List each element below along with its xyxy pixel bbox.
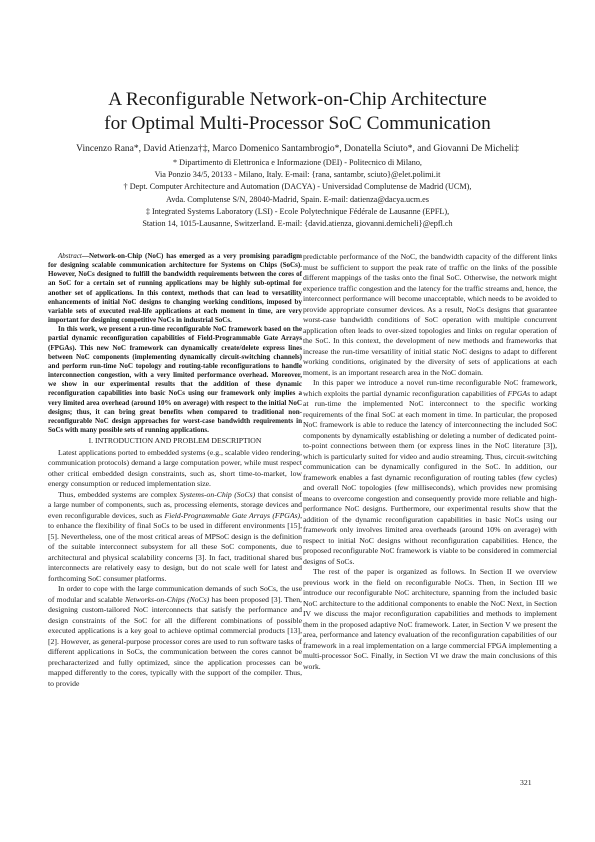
body-paragraph [48, 490, 302, 585]
emphasis-text: Systems-on-Chip (SoCs) [179, 489, 256, 499]
paper-title [40, 88, 555, 136]
affiliation-line: Avda. Complutense S/N, 28040-Madrid, Spain. E-mail: datienza@dacya.ucm.es [166, 194, 429, 204]
emphasis-text: Networks-on-Chips (NoCs) [124, 594, 210, 604]
affiliation-line: ‡ Integrated Systems Laboratory (LSI) - Ecole Polytechnique Fédérale de Lausanne (EPFL), [145, 206, 450, 216]
section-heading: I. INTRODUCTION AND PROBLEM DESCRIPTION [88, 436, 262, 446]
body-paragraph: The rest of the paper is organized as follows. In Section II we overview previous work in the field on reconfigurable NoCs. Then, in Section III we introduce our reconfigurable NoC architecture, spanning from the included basic NoC architecture to the additional components to enable the NoC Next, in Section IV we discuss the major reconfiguration capabilities and methods to implement them in the proposed adaptive NoC framework. Later, in Section V we present the area, performance and latency evaluation of the reconfiguration capabilities of our framework in a real implementation on a large commercial FPGA implementing a multi-processor SoC. Finally, in Section VI we draw the main conclusions of this work. [303, 567, 557, 671]
title-line-1: A Reconfigurable Network-on-Chip Architecture [108, 89, 487, 110]
body-text: , to enhance the flexibility of final SoCs to be used in different environments [15], [5]. Nevertheless, one of the most critical areas of MPSoC design is the definition of the suitable interconnect subsystem for all these SoC components, due to architectural and physical scalability concerns [3]. In fact, traditional shared bus interconnects are relatively easy to design, but do not scale well for latest and forthcoming SoC consumer platforms. [48, 510, 302, 583]
author-list: Vincenzo Rana*, David Atienza†‡, Marco Domenico Santambrogio*, Donatella Sciuto*, and Giovanni De Micheli‡ [76, 144, 519, 154]
body-text: Thus, embedded systems are complex [58, 489, 180, 499]
abstract-paragraph-2: In this work, we present a run-time reconfigurable NoC framework based on the partial dynamic reconfiguration capabilities of Field-Programmable Gate Arrays (FPGAs). This new NoC framework can dynamically create/delete express lines between NoC components (implementing dynamically circuit-switching channels) and perform run-time NoC topology and routing-table reconfigurations to handle interconnection congestion, with a very limited performance overhead. Moreover, we show in our experimental results that the addition of these dynamic reconfiguration capabilities into basic NoCs using our framework only implies a very limited area overhead (around 10% on average) with respect to the initial NoC designs; thus, it can bring great benefits when compared to traditional non-reconfigurable NoC design approaches for worst-case bandwidth requirements in SoCs with many possible sets of running applications. [48, 325, 302, 434]
affiliation-line: Via Ponzio 34/5, 20133 - Milano, Italy. E-mail: {rana, santambr, sciuto}@elet.polimi.it [154, 170, 441, 180]
title-line-2: for Optimal Multi-Processor SoC Communication [104, 113, 491, 134]
body-paragraph: Latest applications ported to embedded systems (e.g., scalable video rendering, communication protocols) demand a large computation power, while must respect other critical embedded design constraints, such as, short time-to-market, low energy consumption or reduced implementation size. [48, 447, 302, 489]
emphasis-text: Field-Programmable Gate Arrays (FPGAs) [164, 510, 301, 520]
body-text: has been proposed [3]. Then, designing custom-tailored NoC interconnects that satisfy the performance and design constraints of the SoC for all the different combinations of possible executed applications is a key goal to achieve optimal commercial products [13], [2]. However, as general-purpose processor cores are used to run software tasks of different applications in SoCs, the communication between the cores cannot be precharacterized and fully optimized, since the application processes can be mapped differently to the cores, typically with the support of the compiler. Thus, to provide [48, 594, 302, 688]
body-paragraph [303, 378, 557, 567]
body-text: to adapt at run-time the implemented NoC interconnect to the specific working requirements of the final SoC at each moment in time. In particular, the proposed NoC framework is able to reduce the latency of interconnecting the included SoC components by dynamically establishing or deleting a number of dedicated point-to-point connections between them (or express lines in the NoC literature [3]), which is particularly suited for video and audio streaming. Thus, circuit-switching communication can be dynamically configured in the SoC. In addition, our framework enables a fast dynamic reconfiguration of routing tables (few cycles) and overall NoC topologies (few milliseconds), which provides new promising means to overcome congestion and consequently provide more reliable and high-performance NoC designs. Furthermore, our experimental results show that the addition of the dynamic reconfiguration capabilities in basic NoCs using our framework only involves limited area overheads (around 10% on average) with respect to initial NoC designs without reconfiguration capabilities. Hence, the proposed reconfigurable NoC framework is viable to be considered in commercial designs of SoCs. [303, 388, 557, 566]
right-column [303, 252, 557, 672]
emphasis-text: FPGAs [507, 388, 531, 398]
affiliation-line: † Dept. Computer Architecture and Automation (DACYA) - Universidad Complutense de Madrid (UCM), [123, 182, 472, 192]
body-paragraph [48, 584, 302, 689]
page-number: 321 [520, 778, 532, 787]
body-text: that consist of a large number of components, such as, processing elements, storage devices and even reconfigurable devices, such as [48, 489, 302, 520]
affiliation-line: * Dipartimento di Elettronica e Informazione (DEI) - Politecnico di Milano, [173, 158, 422, 167]
abstract-dash: — [81, 252, 89, 260]
affiliations [40, 157, 555, 230]
abstract-paragraph-1 [48, 252, 302, 325]
abstract-label: Abstract [58, 252, 82, 260]
body-text: In this paper we introduce a novel run-time reconfigurable NoC framework, which exploits the partial dynamic reconfiguration capabilities of [303, 378, 557, 398]
affiliation-line: Station 14, 1015-Lausanne, Switzerland. E-mail: {david.atienza, giovanni.demicheli}@epfl.ch [142, 219, 453, 229]
left-column [48, 252, 302, 689]
body-text: In order to cope with the large communication demands of such SoCs, the use of modular and scalable [48, 584, 302, 604]
abstract-text-1: Network-on-Chip (NoC) has emerged as a very promising paradigm for designing scalable communication architecture for Systems on Chips (SoCs). However, NoCs designed to fulfill the bandwidth requirements between the cores of an SoC for a certain set of running applications may be highly sub-optimal for another set of applications. In this context, methods that can lead to versatility enhancements of initial NoC designs to changing working conditions, imposed by variable sets of executed real-life applications at each moment in time, are very important for designing competitive NoCs in industrial SoCs. [48, 252, 302, 325]
body-paragraph: predictable performance of the NoC, the bandwidth capacity of the different links must be sufficient to support the peak rate of traffic on the links of the possible different mappings of the tasks onto the final SoC. Otherwise, the network might experience traffic congestion and the latency for the traffic streams and, hence, the interconnect performance will become unacceptable, which needs to be avoided to provide appropriate consumer devices. As a result, NoCs designs that guarantee worst-case bandwidth conditions of SoC operation with multiple concurrent application often leads to over-sized topologies and links on regular operation of the SoC. In this context, the development of new methods and frameworks that increase the run-time versatility of initial static NoC designs to adapt to different working conditions, originated by the diversity of sets of applications at each moment, is an important research area in the NoC domain. [303, 252, 557, 377]
